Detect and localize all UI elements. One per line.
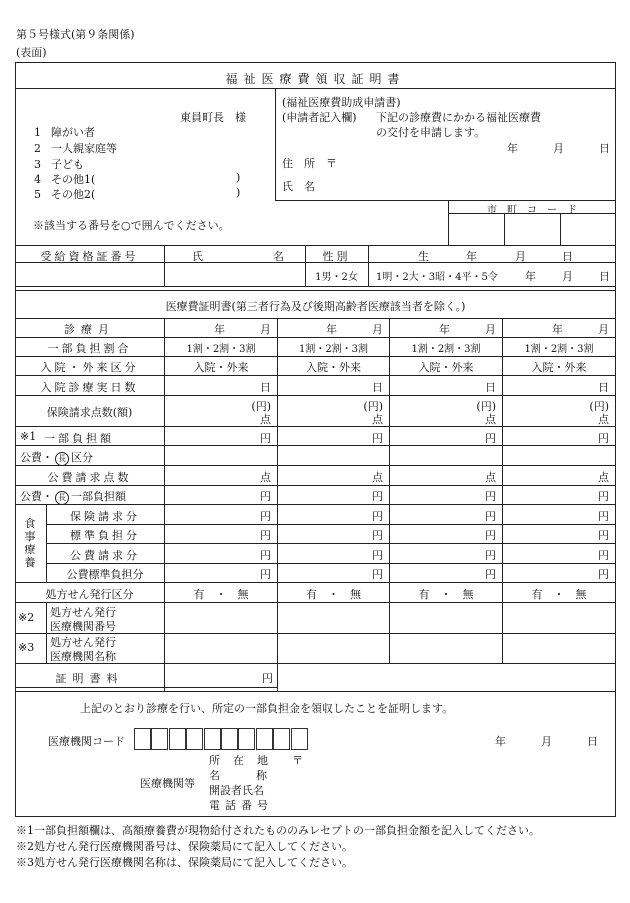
form-title: 福祉医療費領収証明書: [225, 72, 406, 86]
note-mark-1: ※1: [20, 430, 37, 443]
row-label-days: 入院診療実日数: [40, 381, 139, 394]
col-4-copay-unit: 円: [598, 432, 609, 445]
col-3-meal-public-std-unit: 円: [485, 568, 496, 581]
request-text-1: 下記の診療費にかかる福祉医療費: [376, 111, 541, 124]
col-4-points-unit: 点: [598, 413, 609, 426]
col-4-meal-public-std-unit: 円: [598, 568, 609, 581]
note-mark-2: ※2: [18, 611, 35, 624]
col-1-points-unit: 点: [260, 413, 271, 426]
col-2-public-copay-unit: 円: [372, 490, 383, 503]
era-value[interactable]: 1明・2大・3昭・4平・5令: [376, 272, 498, 283]
request-tag: (申請者記入欄): [282, 111, 357, 124]
request-text-2: の交付を申請します。: [376, 126, 486, 139]
option-4[interactable]: 4 その他1(: [34, 173, 96, 186]
col-3-day-unit: 日: [485, 381, 496, 394]
col-2-rx-number-input[interactable]: [278, 603, 389, 632]
founder-name-label: 開設者氏名: [209, 784, 264, 797]
col-2-day-unit: 日: [372, 381, 383, 394]
row-label-rx-no-2: 医療機関番号: [50, 620, 116, 633]
col-3-meal-standard-unit: 円: [485, 529, 496, 542]
cert-no-label: 受給資格証番号: [40, 250, 139, 263]
col-4-points-yen-unit: (円): [589, 400, 609, 413]
institution-code-digit[interactable]: [169, 728, 186, 750]
col-2-year-label: 年: [326, 323, 337, 336]
institution-code-digit[interactable]: [134, 728, 151, 750]
fee-unit: 円: [262, 672, 273, 685]
cert-year: 年: [495, 735, 506, 748]
col-3-year-label: 年: [439, 323, 450, 336]
row-label-meal-insurance: 保険請求分: [70, 510, 140, 523]
institution-code-digit[interactable]: [238, 728, 255, 750]
col-2-meal-public-unit: 円: [372, 549, 383, 562]
location-label: 所在地: [209, 754, 281, 767]
col-2-rx-options: 有 ・ 無: [306, 588, 361, 601]
col-3-month-label: 月: [485, 323, 496, 336]
col-3-points-yen-unit: (円): [476, 400, 496, 413]
footnote-1: ※1一部負担額欄は、高額療養費が現物給付されたもののみレセプトの一部負担金額を記入してください。: [16, 824, 540, 837]
col-4-rate-options: 1割・2割・3割: [524, 344, 594, 355]
row-label-meal-public: 公費請求分: [70, 549, 140, 562]
institution-code-digit[interactable]: [204, 728, 221, 750]
sex-label: 性別: [322, 250, 351, 263]
col-4-meal-insurance-unit: 円: [598, 510, 609, 523]
certification-statement: 上記のとおり診療を行い、所定の一部負担金を領収したことを証明します。: [80, 702, 454, 715]
col-2-meal-standard-unit: 円: [372, 529, 383, 542]
recipient-name-input[interactable]: [165, 263, 305, 286]
col-1-public-copay-unit: 円: [260, 490, 271, 503]
institution-label: 医療機関等: [140, 777, 195, 790]
col-3-rate-options: 1割・2割・3割: [411, 344, 481, 355]
option-1[interactable]: 1 障がい者: [34, 126, 95, 139]
note-mark-3: ※3: [18, 641, 35, 654]
circle-note: ※該当する番号を○で囲んでください。: [33, 219, 230, 232]
col-4-year-label: 年: [552, 323, 563, 336]
option-3[interactable]: 3 子ども: [34, 158, 84, 171]
option-4-close: ): [236, 171, 241, 184]
address-label: 住 所 〒: [282, 157, 337, 170]
col-2-inout-options: 入院・外来: [306, 361, 361, 374]
request-header: (福祉医療費助成申請書): [282, 96, 401, 109]
col-1-rx-number-input[interactable]: [165, 603, 277, 632]
footnote-3: ※3処方せん発行医療機関名称は、保険薬局にて記入してください。: [16, 856, 353, 869]
row-label-rx-name-1: 処方せん発行: [50, 636, 116, 649]
col-1-year-label: 年: [214, 323, 225, 336]
addressee: 東員町長 様: [180, 111, 246, 124]
col-2-points-unit: 点: [372, 413, 383, 426]
birth-label-2: 年: [466, 250, 477, 263]
birth-year: 年: [525, 270, 536, 283]
row-label-rx-no-1: 処方せん発行: [50, 606, 116, 619]
col-4-inout-options: 入院・外来: [531, 361, 587, 374]
row-label-public-copay: 公費・ 長 一部負担額: [20, 490, 126, 503]
institution-code-label: 医療機関コード: [48, 735, 125, 748]
row-label-meal-public-std: 公費標準負担分: [66, 568, 144, 581]
col-1-day-unit: 日: [260, 381, 271, 394]
col-4-public-copay-unit: 円: [598, 490, 609, 503]
col-4-rx-options: 有 ・ 無: [531, 588, 587, 601]
institution-name-label: 名称: [209, 769, 303, 782]
request-day: 日: [599, 142, 610, 155]
row-label-rx-name-2: 医療機関名称: [50, 650, 116, 663]
col-3-rx-number-input[interactable]: [390, 603, 502, 632]
row-label-burden-rate: 一部負担割合: [47, 342, 132, 355]
col-2-copay-unit: 円: [372, 432, 383, 445]
col-3-rx-name-input[interactable]: [390, 634, 502, 662]
birth-label-3: 月: [515, 250, 526, 263]
col-3-inout-options: 入院・外来: [418, 361, 474, 374]
col-4-rx-name-input[interactable]: [503, 634, 615, 662]
col-1-rate-options: 1割・2割・3割: [186, 344, 256, 355]
col-3-meal-public-unit: 円: [485, 549, 496, 562]
col-4-rx-number-input[interactable]: [503, 603, 615, 632]
birth-month: 月: [562, 270, 573, 283]
recipient-name-label-b: 名: [273, 250, 284, 263]
institution-code-digit[interactable]: [273, 728, 290, 750]
col-3-copay-unit: 円: [485, 432, 496, 445]
col-4-month-label: 月: [598, 323, 609, 336]
col-4-meal-public-unit: 円: [598, 549, 609, 562]
city-code-box-3[interactable]: [561, 214, 615, 245]
col-2-rate-options: 1割・2割・3割: [298, 344, 369, 355]
col-2-points-yen-unit: (円): [363, 400, 383, 413]
sex-value[interactable]: 1男・2女: [315, 272, 358, 283]
col-1-points-yen-unit: (円): [251, 400, 271, 413]
col-1-meal-public-std-unit: 円: [260, 568, 271, 581]
col-3-public-points-unit: 点: [485, 471, 496, 484]
row-label-public-class: 公費・ 長 区分: [20, 451, 93, 464]
cert-day: 日: [587, 735, 598, 748]
chou-mark-icon: 長: [55, 452, 69, 466]
col-1-inout-options: 入院・外来: [193, 361, 249, 374]
col-2-rx-name-input[interactable]: [278, 634, 389, 662]
institution-code-digit[interactable]: [186, 728, 203, 750]
birth-label-4: 日: [562, 250, 573, 263]
row-label-copay: 一部負担額: [44, 432, 114, 445]
col-1-copay-unit: 円: [260, 432, 271, 445]
cert-month: 月: [541, 735, 552, 748]
col-1-meal-public-unit: 円: [260, 549, 271, 562]
option-5-close: ): [236, 186, 241, 199]
col-2-meal-public-std-unit: 円: [372, 568, 383, 581]
col-1-meal-standard-unit: 円: [260, 529, 271, 542]
birth-label-1: 生: [418, 250, 429, 263]
col-3-rx-options: 有 ・ 無: [418, 588, 474, 601]
institution-code-digit[interactable]: [151, 728, 168, 750]
certificate-heading: 医療費証明書(第三者行為及び後期高齢者医療該当者を除く。): [165, 300, 466, 313]
form-number: 第５号様式(第９条関係): [16, 28, 135, 41]
city-code-label: 市 町 コ ー ド: [487, 205, 577, 216]
row-label-rx-issue: 処方せん発行区分: [45, 588, 134, 601]
row-label-meal-standard: 標準負担分: [70, 529, 140, 542]
name-label: 氏 名: [282, 180, 315, 193]
row-label-public-points: 公費請求点数: [47, 471, 132, 484]
col-1-public-points-unit: 点: [260, 471, 271, 484]
col-4-meal-standard-unit: 円: [598, 529, 609, 542]
col-3-points-unit: 点: [485, 413, 496, 426]
col-2-meal-insurance-unit: 円: [372, 510, 383, 523]
birth-day: 日: [599, 270, 610, 283]
form-side: (表面): [16, 46, 47, 59]
option-5[interactable]: 5 その他2(: [34, 188, 96, 201]
col-1-rx-name-input[interactable]: [165, 634, 277, 662]
institution-code-digit[interactable]: [221, 728, 238, 750]
row-label-points: 保険請求点数(額): [46, 406, 133, 419]
col-2-month-label: 月: [372, 323, 383, 336]
col-3-meal-insurance-unit: 円: [485, 510, 496, 523]
col-4-day-unit: 日: [598, 381, 609, 394]
col-4-public-points-unit: 点: [598, 471, 609, 484]
cert-no-input[interactable]: [16, 263, 164, 286]
col-2-public-points-unit: 点: [372, 471, 383, 484]
option-2[interactable]: 2 一人親家庭等: [34, 142, 117, 155]
col-1-meal-insurance-unit: 円: [260, 510, 271, 523]
footnote-2: ※2処方せん発行医療機関番号は、保険薬局にて記入してください。: [16, 840, 353, 853]
row-label-fee: 証明書料: [55, 672, 124, 685]
request-year: 年: [507, 142, 518, 155]
chou-mark-icon-2: 長: [55, 491, 69, 505]
city-code-box-1[interactable]: [449, 214, 504, 245]
institution-code-digit[interactable]: [291, 728, 308, 750]
row-label-inout: 入院・外来区分: [40, 361, 139, 374]
phone-label: 電話番号: [209, 799, 273, 812]
city-code-box-2[interactable]: [505, 214, 560, 245]
request-month: 月: [553, 142, 564, 155]
col-1-rx-options: 有 ・ 無: [193, 588, 249, 601]
postal-mark: 〒: [292, 754, 303, 767]
recipient-name-label-a: 氏: [192, 250, 203, 263]
row-label-month: 診療月: [64, 323, 115, 336]
meal-label: 食事療養: [24, 517, 36, 569]
institution-code-digit[interactable]: [256, 728, 273, 750]
col-3-public-copay-unit: 円: [485, 490, 496, 503]
col-1-month-label: 月: [260, 323, 271, 336]
